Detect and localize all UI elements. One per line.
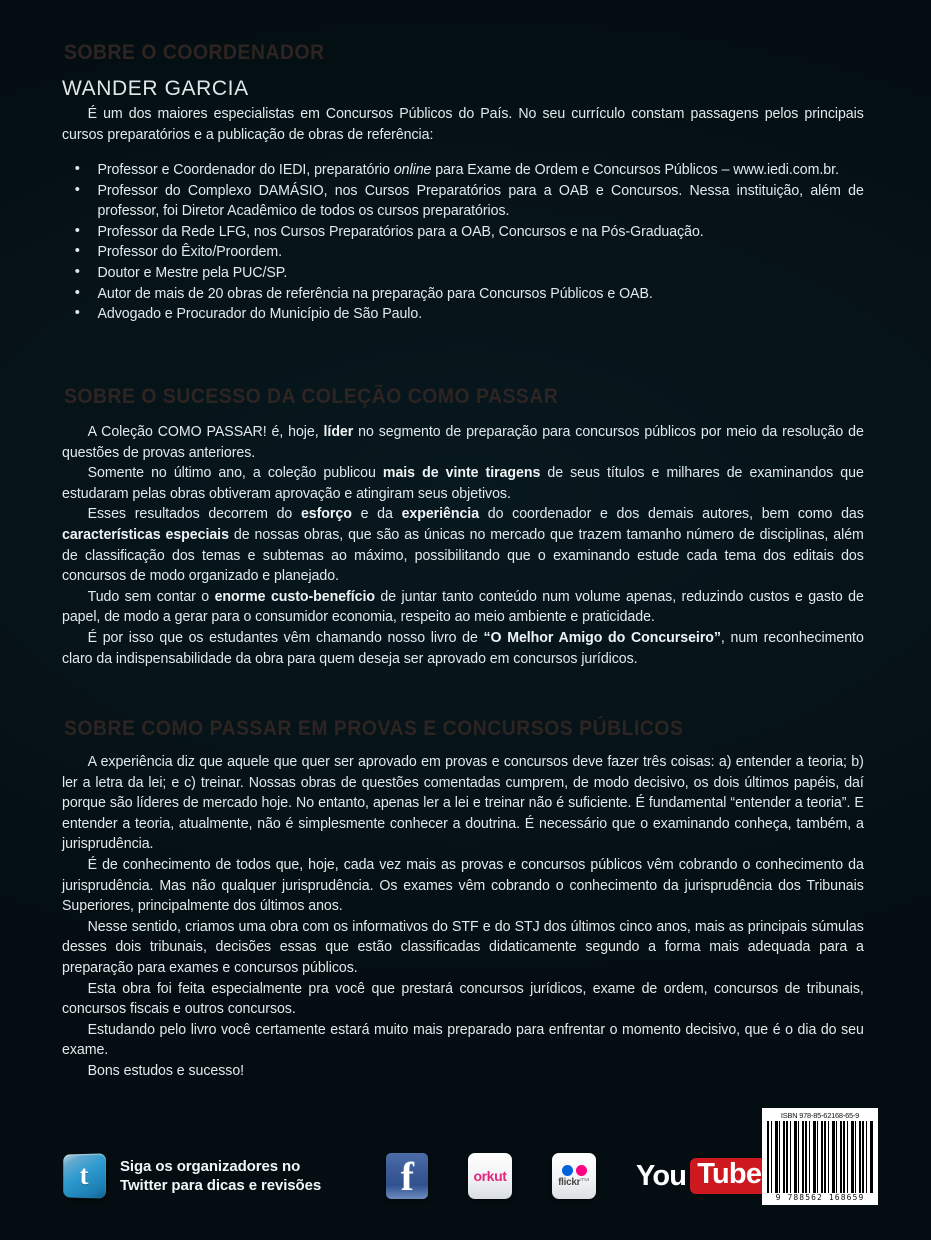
twitter-callout-line1: Siga os organizadores no [120, 1158, 301, 1175]
twitter-callout-line2: Twitter para dicas e revisões [120, 1177, 322, 1194]
exams-body [62, 752, 864, 1082]
list-item-text: Professor e Coordenador do IEDI, preparatório online para Exame de Ordem e Concursos Públicos – www.iedi.com.br. [97, 162, 839, 178]
list-item [62, 304, 864, 325]
flickr-dots [562, 1165, 587, 1176]
paragraph: Esta obra foi feita especialmente pra você que prestará concursos jurídicos, exame de ordem, concursos de tribunais, concursos fiscais e outros concursos. [62, 980, 864, 1018]
isbn-barcode [762, 1108, 878, 1205]
paragraph: É de conhecimento de todos que, hoje, cada vez mais as provas e concursos públicos vêm cobrando o conhecimento da jurisprudência. Mas não qualquer jurisprudência. Os exames vêm cobrando o conhecimento da jurisprudência dos Tribunais Superiores, principalmente dos últimos anos. [62, 856, 864, 915]
list-item [62, 181, 864, 222]
orkut-icon[interactable] [468, 1153, 512, 1199]
paragraph: Somente no último ano, a coleção publicou mais de vinte tiragens de seus títulos e milhares de examinandos que estudaram pelas obras obtiveram aprovação e atingiram seus objetivos. [62, 465, 864, 502]
facebook-glyph: f [400, 1154, 414, 1199]
list-item [62, 160, 864, 181]
list-item [62, 263, 864, 284]
list-item-text: Professor da Rede LFG, nos Cursos Preparatórios para a OAB, Concursos e na Pós-Graduação. [97, 223, 704, 240]
emphasis-bold: esforço [300, 506, 352, 523]
coordinator-intro-paragraph [62, 104, 864, 145]
list-item-text: Professor do Complexo DAMÁSIO, nos Cursos Preparatórios para a OAB e Concursos. Nessa instituição, além de professor, foi Diretor Acadêmico de todos os cursos preparatórios. [97, 182, 864, 220]
twitter-glyph: t [79, 1159, 89, 1190]
paragraph: Tudo sem contar o enorme custo-benefício de juntar tanto conteúdo num volume apenas, reduzindo custos e gasto de papel, de modo a gerar para o consumidor economia, respeito ao meio ambiente e praticidade. [62, 588, 864, 626]
barcode-bars [767, 1121, 873, 1193]
twitter-callout[interactable] [62, 1140, 321, 1212]
flickr-wordmark [558, 1178, 590, 1188]
paragraph: Estudando pelo livro você certamente estará muito mais preparado para enfrentar o momento decisivo, que é o dia do seu exame. [62, 1021, 864, 1059]
social-icon-group [386, 1140, 768, 1212]
emphasis-bold: líder [323, 424, 354, 440]
paragraph: É por isso que os estudantes vêm chamando nosso livro de “O Melhor Amigo do Concurseiro”, num reconhecimento claro da indispensabilidade da obra para quem deseja ser aprovado em concursos jurídicos. [62, 629, 864, 667]
paragraph: Esses resultados decorrem do esforço e da experiência do coordenador e dos demais autores, bem como das características especiais de nossas obras, que são as únicas no mercado que trazem tamanho número de disciplinas, além de classificação dos temas e subtemas ao máximo, possibilitando que o examinando estude cada tema dos editais dos concursos de modo organizado e planejado. [62, 506, 864, 585]
twitter-callout-text [120, 1157, 321, 1195]
list-item [62, 242, 864, 263]
paragraph: É um dos maiores especialistas em Concursos Públicos do País. No seu currículo constam passagens pelos principais cursos preparatórios e a publicação de obras de referência: [62, 106, 864, 143]
paragraph: Bons estudos e sucesso! [87, 1062, 245, 1079]
youtube-you-text: You [636, 1159, 687, 1192]
isbn-label: ISBN 978-85-62168-65-9 [780, 1111, 860, 1120]
emphasis-bold: “O Melhor Amigo do Concurseiro” [483, 629, 721, 646]
list-item-text: Autor de mais de 20 obras de referência na preparação para Concursos Públicos e OAB. [97, 285, 653, 302]
list-item-text: Advogado e Procurador do Município de São Paulo. [97, 306, 423, 323]
section-header-coordinator: SOBRE O COORDENADOR [64, 41, 325, 64]
flickr-wordmark-tm: ™ [580, 1176, 590, 1188]
list-item [62, 284, 864, 305]
emphasis-bold: enorme custo-benefício [214, 588, 375, 605]
facebook-icon[interactable] [386, 1153, 428, 1199]
paragraph: A experiência diz que aquele que quer ser aprovado em provas e concursos deve fazer três coisas: a) entender a teoria; b) ler a letra da lei; e c) treinar. Nossas obras de questões comentadas cumprem, de modo decisivo, os dois últimos papéis, daí porque são líderes de mercado hoje. No entanto, apenas ler a lei e treinar não é suficiente. É fundamental “entender a teoria”. E entender a teoria, atualmente, não é simplesmente conhecer a doutrina. É necessário que o examinando conheça, também, a jurisprudência. [62, 754, 864, 853]
coordinator-name: WANDER GARCIA [62, 77, 249, 100]
list-item-text: Doutor e Mestre pela PUC/SP. [97, 264, 288, 281]
youtube-tube-text: Tube [690, 1158, 768, 1194]
bullet-list [62, 160, 864, 325]
success-body [62, 422, 864, 669]
paragraph: Nesse sentido, criamos uma obra com os informativos do STF e do STJ dos últimos cinco anos, mais as principais súmulas desses dois tribunais, decisões essas que estão classificadas didaticamente segundo a forma mais adequada para a preparação para exames e concursos públicos. [62, 918, 864, 976]
twitter-icon[interactable] [63, 1153, 106, 1198]
emphasis-bold: características especiais [62, 526, 229, 543]
emphasis-bold: mais de vinte tiragens [382, 465, 541, 482]
flickr-wordmark-text: flickr [558, 1176, 581, 1188]
list-item [62, 222, 864, 243]
flickr-icon[interactable] [552, 1153, 596, 1199]
section-header-exams: SOBRE COMO PASSAR EM PROVAS E CONCURSOS PÚBLICOS [64, 717, 684, 740]
flickr-dot-pink [576, 1165, 587, 1176]
flickr-dot-blue [562, 1165, 573, 1176]
list-item-text: Professor do Êxito/Proordem. [97, 244, 283, 261]
emphasis-bold: experiência [401, 506, 480, 523]
paragraph: A Coleção COMO PASSAR! é, hoje, líder no segmento de preparação para concursos públicos por meio da resolução de questões de provas anteriores. [62, 424, 864, 461]
section-header-success: SOBRE O SUCESSO DA COLEÇÃO COMO PASSAR [64, 385, 559, 408]
orkut-wordmark: orkut [473, 1168, 507, 1184]
emphasis-italic: online [393, 162, 432, 178]
barcode-digits: 9 788562 168659 [775, 1193, 865, 1202]
youtube-icon[interactable] [636, 1158, 768, 1194]
coordinator-credentials-list [62, 160, 864, 325]
